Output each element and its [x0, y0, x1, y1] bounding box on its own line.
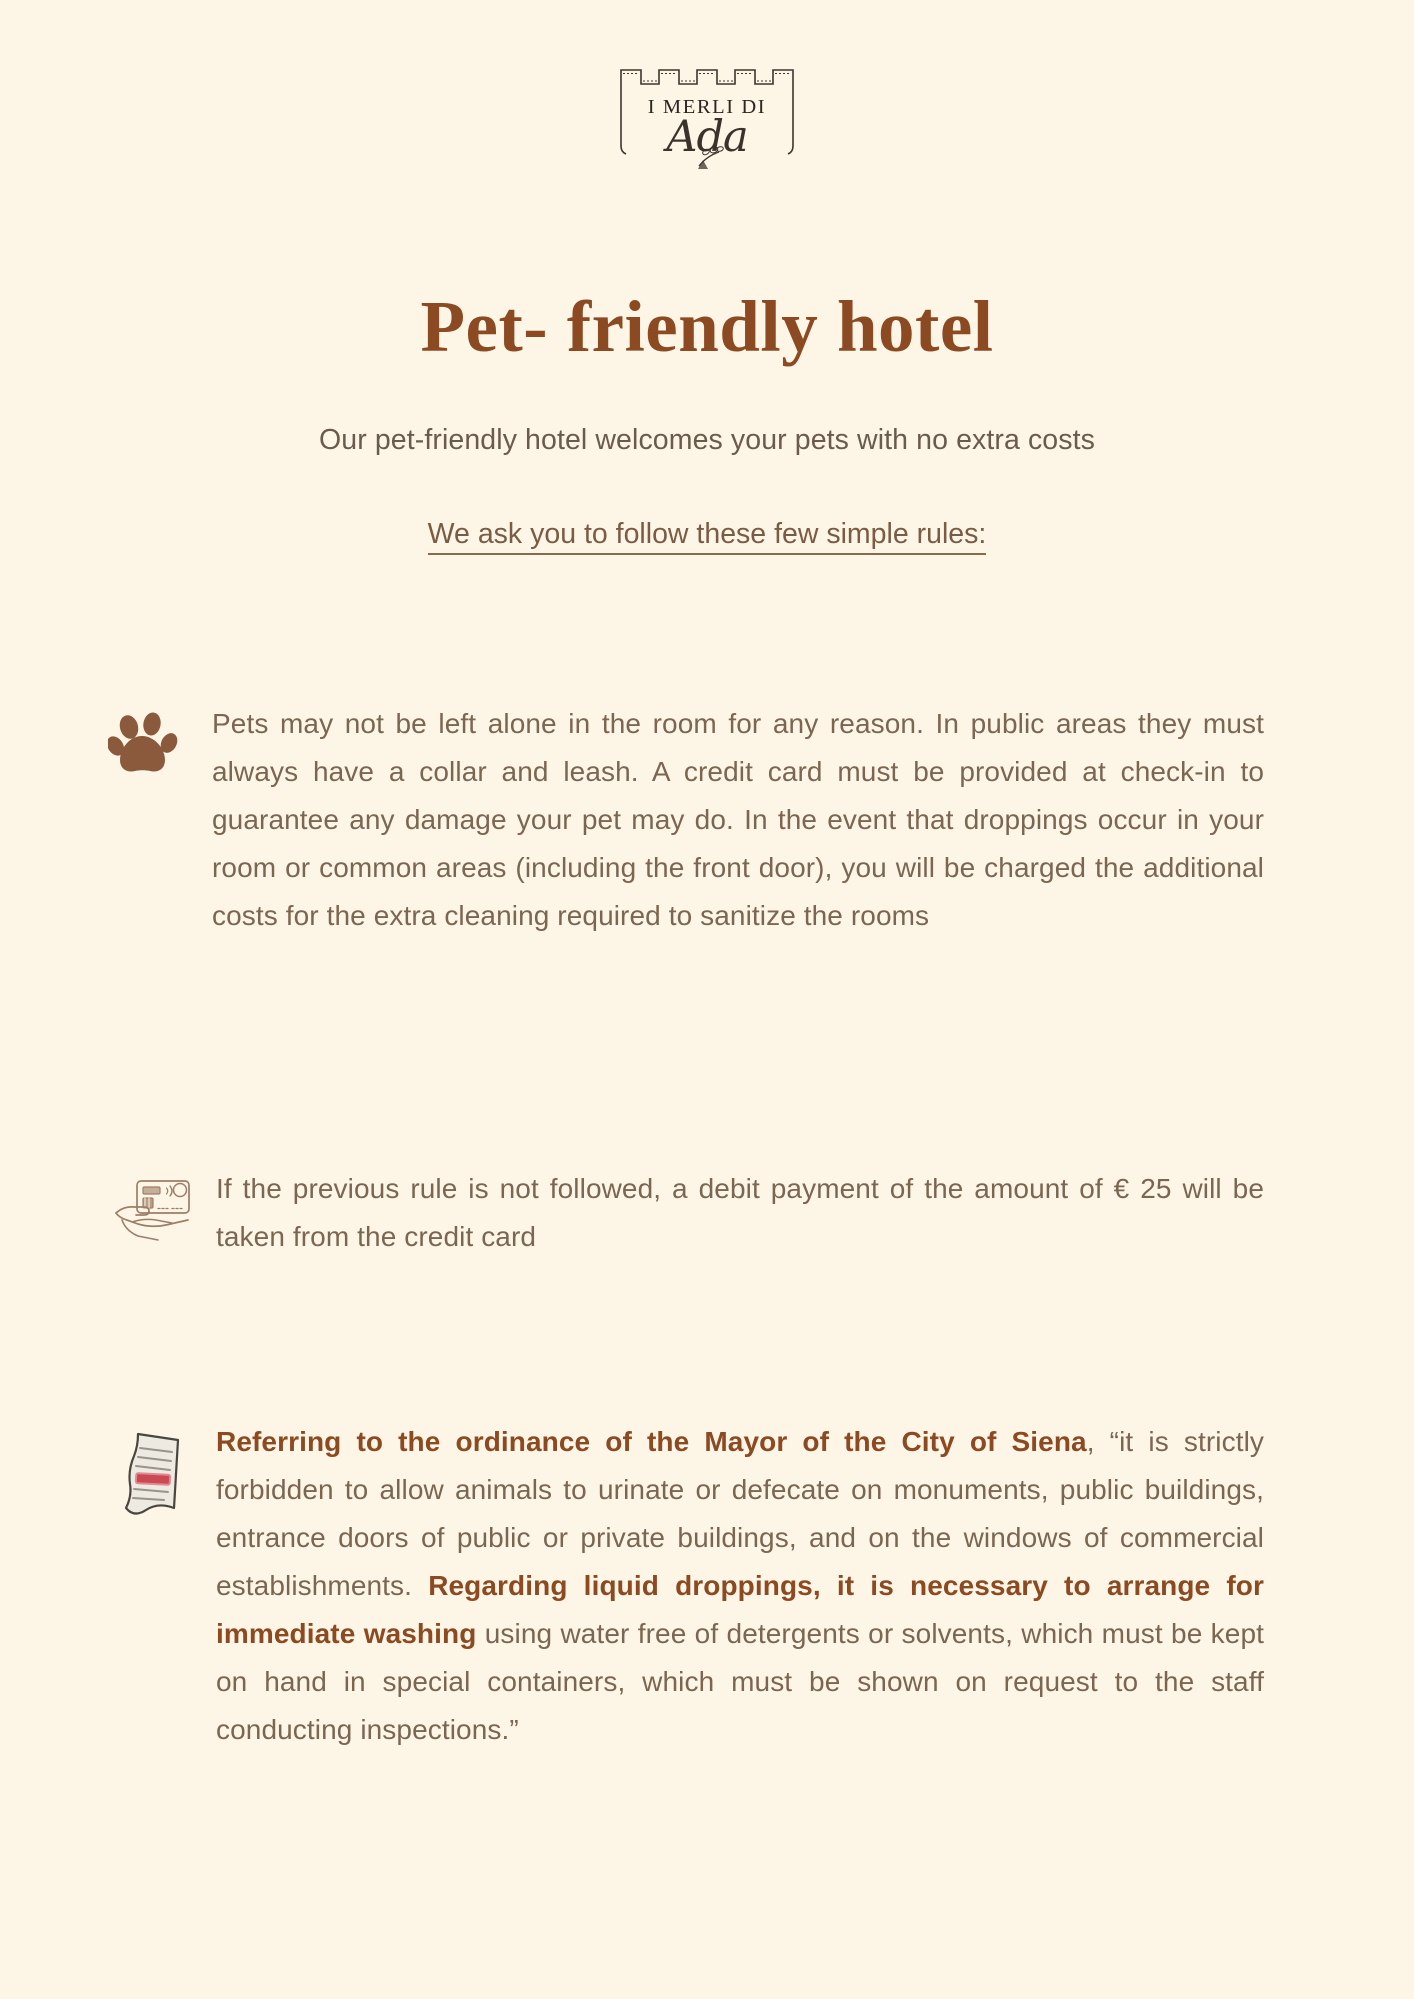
rule-2-text: If the previous rule is not followed, a debit payment of the amount of € 25 will be taken from the credit card	[216, 1173, 1264, 1252]
rule-3-segment-bold-1: Referring to the ordinance of the Mayor of the City of Siena	[216, 1426, 1087, 1457]
logo-brand-line: I MERLI DI	[647, 96, 767, 118]
intro-line-rules-heading	[0, 518, 1414, 551]
rule-2-icon-slot	[104, 1165, 200, 1245]
logo-script-name: Ada	[666, 112, 748, 162]
rule-item-pets-alone	[104, 700, 1264, 940]
paw-print-icon	[108, 710, 180, 778]
hotel-logo	[0, 48, 1414, 188]
intro-rules-heading-text: We ask you to follow these few simple rules:	[428, 518, 987, 555]
rule-3-segment-bold-2: Regarding liquid droppings, it is necessary to arrange for immediate washing	[216, 1570, 1265, 1649]
rule-item-mayor-ordinance	[104, 1418, 1264, 1754]
rule-3-segment-regular-1: , “it is strictly forbidden to allow animals to urinate or defecate on monuments, public buildings, entrance doors of public or private buildings, and on the windows of commercial establishments.	[216, 1426, 1264, 1601]
rule-3-icon-slot	[104, 1418, 200, 1522]
hand-holding-credit-card-icon	[110, 1173, 194, 1245]
rule-item-debit-payment	[104, 1165, 1264, 1261]
rule-3-text	[216, 1418, 1264, 1754]
intro-line-welcome: Our pet-friendly hotel welcomes your pets with no extra costs	[319, 424, 1095, 456]
page-title: Pet- friendly hotel	[420, 285, 994, 367]
rule-1-text: Pets may not be left alone in the room for any reason. In public areas they must always have a collar and leash. A credit card must be provided at check-in to guarantee any damage your pet may do. In the event that droppings occur in your room or common areas (including the front door), you will be charged the additional costs for the extra cleaning required to sanitize the rooms	[212, 708, 1264, 931]
rule-1-icon-slot	[104, 700, 184, 778]
rule-3-segment-regular-2: using water free of detergents or solvents, which must be kept on hand in special containers, which must be shown on request to the staff conducting inspections.”	[216, 1618, 1264, 1745]
document-with-highlight-icon	[112, 1426, 192, 1522]
